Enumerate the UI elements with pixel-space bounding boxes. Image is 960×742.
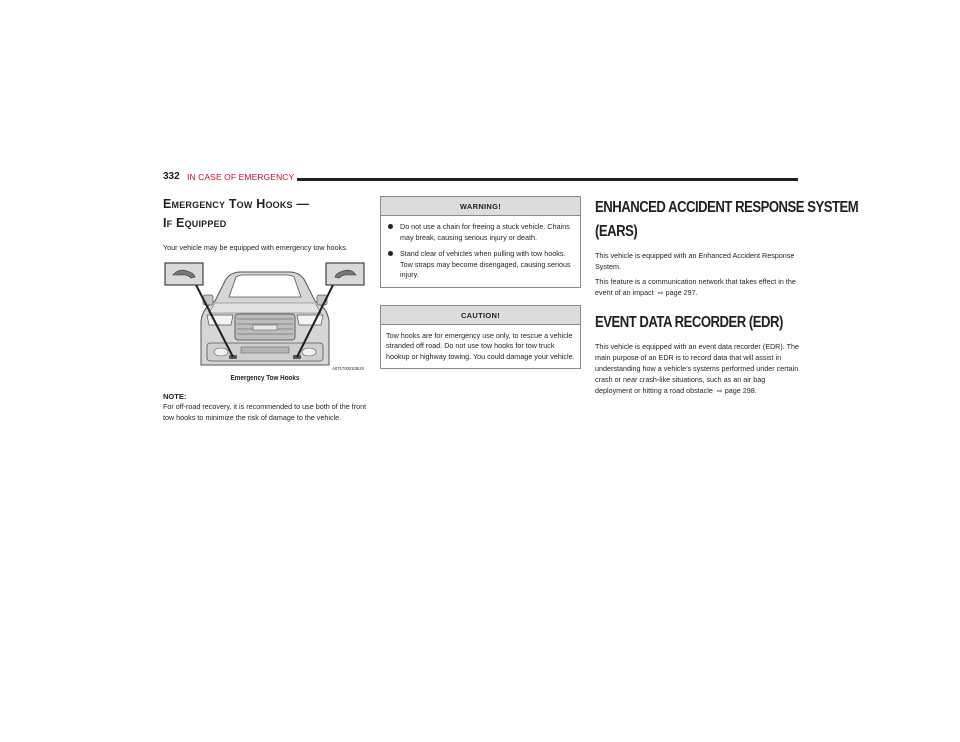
- ears-page-ref[interactable]: page 297.: [665, 288, 698, 297]
- ears-heading-line1: ENHANCED ACCIDENT RESPONSE SYSTEM: [595, 199, 859, 216]
- caution-title: CAUTION!: [381, 306, 580, 325]
- column-warnings: [380, 196, 581, 369]
- page-number: 332: [163, 171, 180, 182]
- ears-p1: This vehicle is equipped with an Enhanced Accident Response System.: [595, 251, 795, 271]
- edr-heading: EVENT DATA RECORDER (EDR): [595, 314, 783, 331]
- ears-p2: [595, 276, 801, 299]
- bullet-dot-icon: [388, 251, 393, 256]
- warning-body: [381, 216, 580, 287]
- ears-p2-text: This feature is a communication network that takes effect in the event of an impact: [595, 277, 796, 297]
- tow-hooks-figure: [163, 261, 366, 372]
- warning-bullet-text: Do not use a chain for freeing a stuck vehicle. Chains may break, causing serious injury or death.: [400, 222, 570, 242]
- warning-bullet-text: Stand clear of vehicles when pulling with tow hooks. Tow straps may become disengaged, causing serious injury.: [400, 249, 571, 279]
- edr-page-ref[interactable]: page 298.: [724, 386, 757, 395]
- tow-hooks-intro-block: [163, 242, 367, 253]
- tow-hooks-heading-line2: If Equipped: [163, 216, 227, 230]
- caution-box: [380, 305, 581, 370]
- section-title: IN CASE OF EMERGENCY: [187, 172, 295, 182]
- ears-heading-line2: (EARS): [595, 223, 638, 240]
- warning-title: WARNING!: [381, 197, 580, 216]
- truck-front-illustration: [163, 261, 366, 372]
- ears-heading: [595, 196, 859, 244]
- note-text-block: [163, 401, 367, 423]
- figure-code: A0717000100US: [332, 366, 364, 371]
- tow-hooks-heading: [163, 196, 367, 232]
- figure-caption: Emergency Tow Hooks: [230, 375, 300, 382]
- caution-text: Tow hooks are for emergency use only, to rescue a vehicle stranded off road. Do not use tow hooks for tow truck hookup or highway towing. You could damage your vehicle.: [386, 330, 575, 361]
- edr-p1-text: This vehicle is equipped with an event data recorder (EDR). The main purpose of an EDR is to record data that will assist in understanding how a vehicle’s systems performed under certain crash or near crash-like situations, such as an air bag deployment or hitting a road obstacle: [595, 342, 800, 395]
- tow-hooks-intro: Your vehicle may be equipped with emergency tow hooks.: [163, 243, 348, 252]
- page-header: [163, 171, 798, 187]
- caution-body: [381, 325, 580, 369]
- column-tow-hooks: [163, 196, 367, 427]
- bullet-dot-icon: [388, 224, 393, 229]
- arrow-right-hollow-icon: ⇨: [716, 388, 723, 395]
- note-label: NOTE:: [163, 392, 187, 401]
- ears-body: [595, 250, 801, 299]
- edr-p1: [595, 341, 801, 397]
- arrow-right-hollow-icon: ⇨: [657, 290, 664, 297]
- column-ears-edr: [595, 196, 859, 401]
- warning-box: [380, 196, 581, 288]
- warning-bullet: [386, 222, 575, 243]
- note-text: For off-road recovery, it is recommended to use both of the front tow hooks to minimize the risk of damage to the vehicle.: [163, 402, 367, 422]
- tow-hooks-heading-line1: Emergency Tow Hooks —: [163, 197, 310, 211]
- edr-body: [595, 341, 801, 397]
- warning-bullet: [386, 249, 575, 281]
- header-rule: [297, 178, 798, 181]
